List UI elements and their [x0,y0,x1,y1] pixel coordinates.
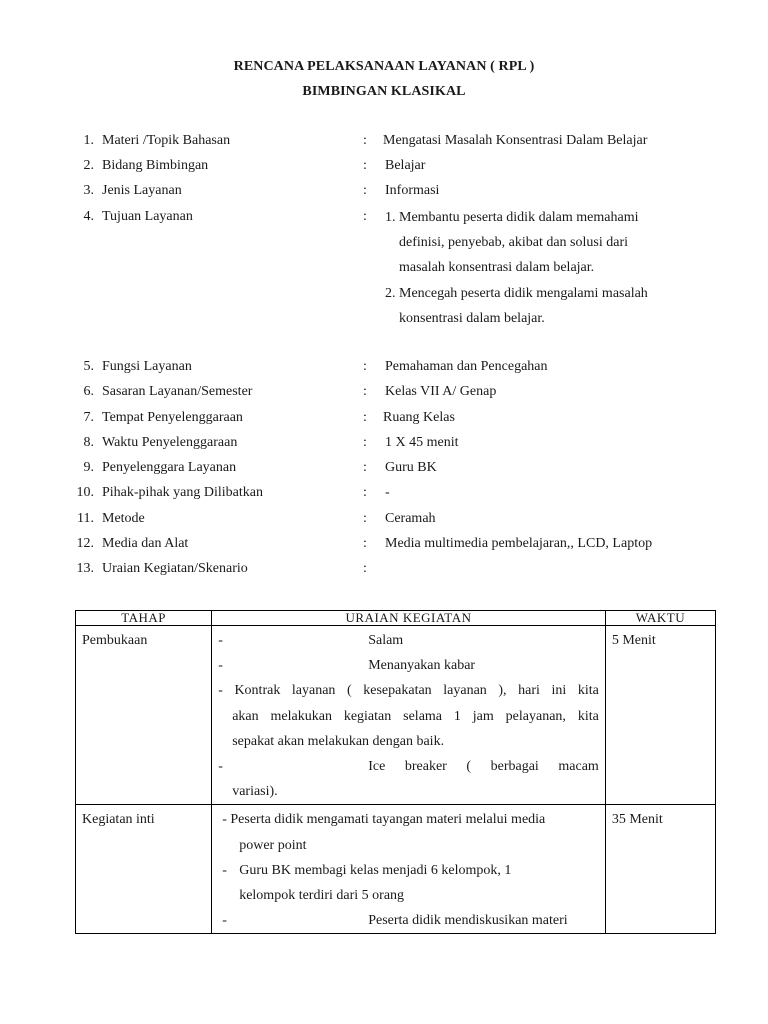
field-penyelenggara [0,460,768,480]
field-value: Media multimedia pembelajaran,, LCD, Laptop [385,536,653,551]
goal-list [385,205,648,331]
header-tahap: TAHAP [76,611,212,626]
time-cell: 5 Menit [605,626,715,805]
field-value: Pemahaman dan Pencegahan [385,359,548,374]
activity-line: kelompok terdiri dari 5 orang [239,887,405,903]
field-label: Bidang Bimbingan [102,158,209,173]
list-dash: - [218,633,223,648]
document-title: RENCANA PELAKSANAAN LAYANAN ( RPL ) [233,59,535,74]
table-header-row [76,611,716,626]
activity-text: Menanyakan kabar [368,658,476,674]
field-number: 10. [76,485,94,500]
activity-line [218,628,599,653]
field-sasaran [0,384,768,404]
activity-line [218,858,599,883]
activity-line [218,754,599,779]
field-value: Guru BK [385,460,437,475]
field-value: 1 X 45 menit [385,435,459,450]
field-label: Media dan Alat [102,536,189,551]
list-dash: - [222,862,227,878]
field-waktu [0,435,768,455]
field-colon: : [363,158,367,173]
activity-table [75,610,716,934]
field-colon: : [363,209,367,224]
table-row [76,626,716,805]
field-value: - [385,485,390,500]
activity-text: Ice breaker ( berbagai macam [368,758,599,774]
goal-item-1-line-3: masalah konsentrasi dalam belajar. [399,260,595,276]
field-number: 5. [83,359,94,374]
field-uraian [0,561,768,581]
field-number: 1. [83,133,94,148]
activity-line: - Peserta didik mengamati tayangan materi melalui media [222,812,546,828]
field-label: Jenis Layanan [102,183,182,198]
field-metode [0,511,768,531]
activity-text: Salam [368,633,404,648]
stage-cell: Pembukaan [76,626,212,805]
header-waktu: WAKTU [605,611,715,626]
field-colon: : [363,183,367,198]
activity-line: - Kontrak layanan ( kesepakatan layanan ), hari ini kita [218,683,599,699]
field-label: Waktu Penyelenggaraan [102,435,238,450]
activity-line: variasi). [232,784,278,800]
field-number: 3. [83,183,94,198]
field-colon: : [363,460,367,475]
field-value: Ceramah [385,511,436,526]
field-value: Informasi [385,183,440,198]
field-label: Pihak-pihak yang Dilibatkan [102,485,263,500]
field-materi [0,133,768,153]
field-label: Uraian Kegiatan/Skenario [102,561,248,576]
header-uraian: URAIAN KEGIATAN [212,611,606,626]
list-dash: - [218,658,223,674]
field-colon: : [363,435,367,450]
table-row [76,805,716,934]
activity-line [218,908,599,933]
document-subtitle: BIMBINGAN KLASIKAL [302,84,466,99]
field-number: 7. [83,410,94,425]
field-colon: : [363,511,367,526]
activity-cell [212,805,606,934]
activity-cell [212,626,606,805]
activity-text: Peserta didik mendiskusikan materi [368,913,568,929]
field-label: Materi /Topik Bahasan [102,133,231,148]
activity-line [218,653,599,678]
field-value: Belajar [385,158,426,173]
field-label: Penyelenggara Layanan [102,460,237,475]
field-colon: : [363,384,367,399]
field-number: 4. [83,209,94,224]
goal-item-1-line-2: definisi, penyebab, akibat dan solusi dari [399,235,628,251]
field-pihak [0,485,768,505]
activity-text: Guru BK membagi kelas menjadi 6 kelompok, 1 [239,862,512,878]
list-dash: - [222,913,227,929]
field-media [0,536,768,556]
field-number: 9. [83,460,94,475]
activity-line: sepakat akan melakukan dengan baik. [232,733,445,749]
stage-cell: Kegiatan inti [76,805,212,934]
field-value: Mengatasi Masalah Konsentrasi Dalam Belajar [383,133,648,148]
field-colon: : [363,410,367,425]
time-cell: 35 Menit [605,805,715,934]
activity-line: power point [239,837,307,853]
field-fungsi [0,359,768,379]
activity-line: akan melakukan kegiatan selama 1 jam pelayanan, kita [232,708,599,724]
field-label: Metode [102,511,145,526]
field-tujuan [0,209,768,229]
field-label: Fungsi Layanan [102,359,192,374]
field-label: Tempat Penyelenggaraan [102,410,243,425]
field-colon: : [363,536,367,551]
field-value: Ruang Kelas [383,410,455,425]
field-number: 2. [83,158,94,173]
field-colon: : [363,485,367,500]
field-bidang [0,158,768,178]
list-dash: - [218,758,223,774]
field-colon: : [363,133,367,148]
field-jenis [0,183,768,203]
goal-item-2-line-1: 2. Mencegah peserta didik mengalami masalah [385,285,648,301]
field-colon: : [363,359,367,374]
goal-item-2-line-2: konsentrasi dalam belajar. [399,310,545,326]
field-label: Tujuan Layanan [102,209,193,224]
field-number: 11. [77,511,94,526]
field-value: Kelas VII A/ Genap [385,384,497,399]
field-number: 13. [76,561,94,576]
field-number: 8. [83,435,94,450]
field-colon: : [363,561,367,576]
field-number: 12. [76,536,94,551]
goal-item-1-line-1: 1. Membantu peserta didik dalam memahami [385,210,639,225]
field-tempat [0,410,768,430]
field-label: Sasaran Layanan/Semester [102,384,253,399]
field-number: 6. [83,384,94,399]
